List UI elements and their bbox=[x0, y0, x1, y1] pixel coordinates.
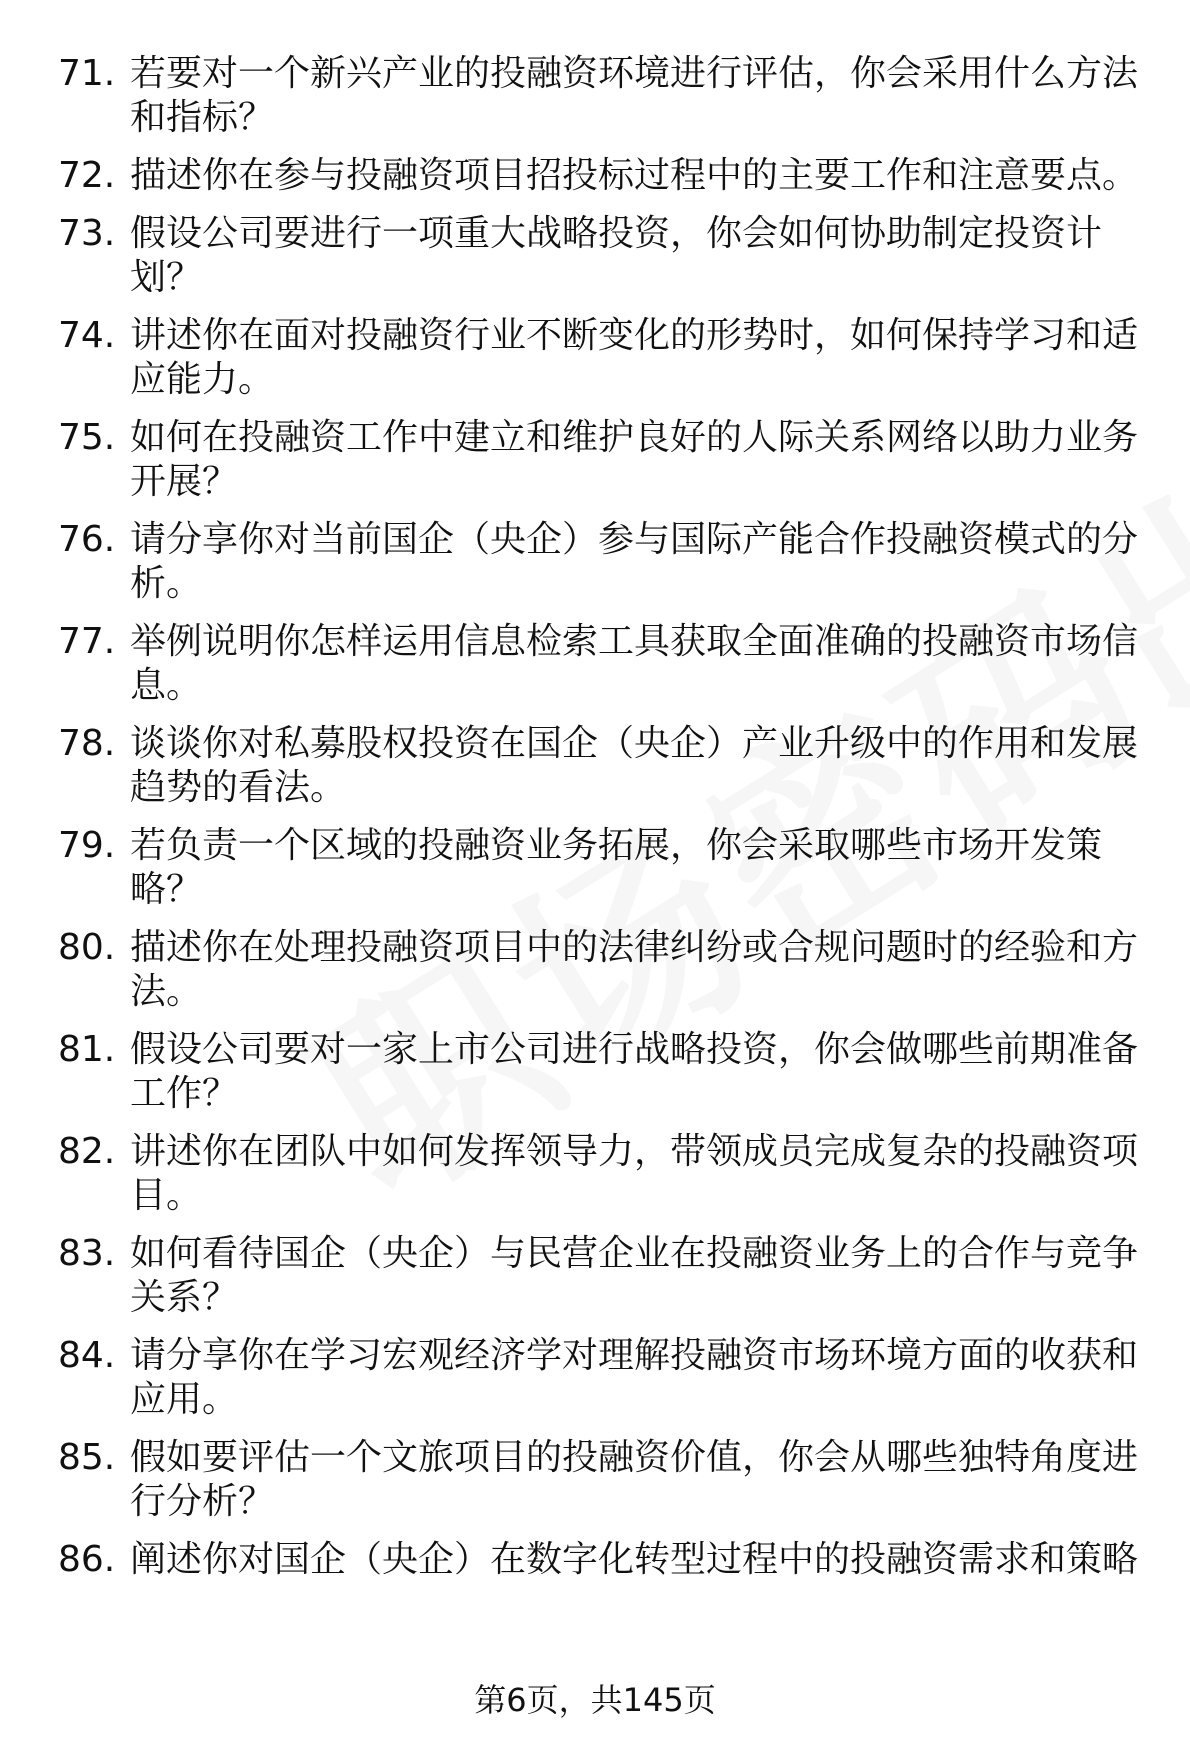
question-text: 阐述你对国企（央企）在数字化转型过程中的投融资需求和策略 bbox=[130, 1539, 1139, 1580]
question-number: 74. bbox=[58, 315, 116, 356]
question-text: 假如要评估一个文旅项目的投融资价值，你会从哪些独特角度进行分析？ bbox=[130, 1437, 1139, 1522]
question-item bbox=[0, 1436, 1190, 1524]
question-item bbox=[0, 212, 1190, 300]
question-text: 若负责一个区域的投融资业务拓展，你会采取哪些市场开发策略？ bbox=[130, 825, 1103, 910]
question-text: 如何在投融资工作中建立和维护良好的人际关系网络以助力业务开展？ bbox=[130, 417, 1139, 502]
question-text: 讲述你在团队中如何发挥领导力，带领成员完成复杂的投融资项目。 bbox=[130, 1131, 1139, 1216]
question-item bbox=[0, 314, 1190, 402]
question-item bbox=[0, 1232, 1190, 1320]
question-text: 讲述你在面对投融资行业不断变化的形势时，如何保持学习和适应能力。 bbox=[130, 315, 1139, 400]
page-number-label: 第6页，共145页 bbox=[474, 1681, 716, 1719]
question-text: 描述你在参与投融资项目招投标过程中的主要工作和注意要点。 bbox=[130, 155, 1139, 196]
question-item bbox=[0, 154, 1190, 198]
question-number: 71. bbox=[58, 53, 116, 94]
question-item bbox=[0, 1538, 1190, 1582]
question-list bbox=[0, 52, 1190, 1596]
question-item bbox=[0, 518, 1190, 606]
page-footer bbox=[0, 1680, 1190, 1720]
question-number: 84. bbox=[58, 1335, 116, 1376]
question-item bbox=[0, 1334, 1190, 1422]
question-number: 80. bbox=[58, 927, 116, 968]
question-text: 请分享你对当前国企（央企）参与国际产能合作投融资模式的分析。 bbox=[130, 519, 1139, 604]
question-item bbox=[0, 620, 1190, 708]
question-text: 如何看待国企（央企）与民营企业在投融资业务上的合作与竞争关系？ bbox=[130, 1233, 1139, 1318]
question-text: 假设公司要进行一项重大战略投资，你会如何协助制定投资计划？ bbox=[130, 213, 1103, 298]
question-item bbox=[0, 722, 1190, 810]
question-number: 78. bbox=[58, 723, 116, 764]
question-item bbox=[0, 1028, 1190, 1116]
question-number: 79. bbox=[58, 825, 116, 866]
question-number: 75. bbox=[58, 417, 116, 458]
question-text: 若要对一个新兴产业的投融资环境进行评估，你会采用什么方法和指标？ bbox=[130, 53, 1139, 138]
question-number: 72. bbox=[58, 155, 116, 196]
question-item bbox=[0, 416, 1190, 504]
question-item bbox=[0, 926, 1190, 1014]
question-text: 谈谈你对私募股权投资在国企（央企）产业升级中的作用和发展趋势的看法。 bbox=[130, 723, 1139, 808]
question-number: 86. bbox=[58, 1539, 116, 1580]
question-item bbox=[0, 824, 1190, 912]
question-number: 76. bbox=[58, 519, 116, 560]
question-item bbox=[0, 52, 1190, 140]
question-text: 举例说明你怎样运用信息检索工具获取全面准确的投融资市场信息。 bbox=[130, 621, 1139, 706]
question-number: 82. bbox=[58, 1131, 116, 1172]
question-text: 描述你在处理投融资项目中的法律纠纷或合规问题时的经验和方法。 bbox=[130, 927, 1139, 1012]
question-number: 85. bbox=[58, 1437, 116, 1478]
question-text: 请分享你在学习宏观经济学对理解投融资市场环境方面的收获和应用。 bbox=[130, 1335, 1139, 1420]
question-text: 假设公司要对一家上市公司进行战略投资，你会做哪些前期准备工作？ bbox=[130, 1029, 1139, 1114]
question-number: 81. bbox=[58, 1029, 116, 1070]
question-number: 77. bbox=[58, 621, 116, 662]
question-number: 83. bbox=[58, 1233, 116, 1274]
question-item bbox=[0, 1130, 1190, 1218]
question-number: 73. bbox=[58, 213, 116, 254]
